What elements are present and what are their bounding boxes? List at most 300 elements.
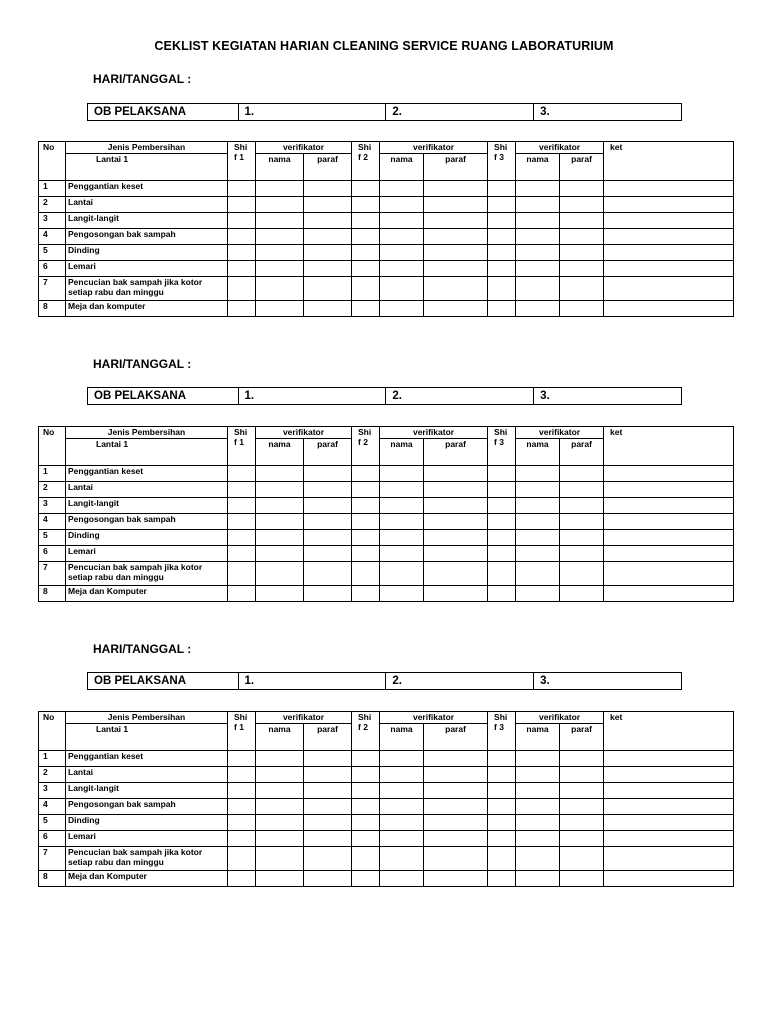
shift2-cell[interactable] [352,847,380,871]
nama-cell[interactable] [516,586,560,602]
paraf-cell[interactable] [304,530,352,546]
shift3-cell[interactable] [488,871,516,887]
paraf-cell[interactable] [560,767,604,783]
ob-pelaksana-slot2[interactable]: 2. [386,673,534,690]
nama-cell[interactable] [516,229,560,245]
nama-cell[interactable] [256,783,304,799]
table-row [39,301,734,317]
paraf-cell[interactable] [560,751,604,767]
ket-cell[interactable] [604,799,734,815]
table-row [39,482,734,498]
nama-cell[interactable] [256,197,304,213]
paraf-cell[interactable] [304,277,352,301]
shift2-cell[interactable] [352,229,380,245]
nama-cell[interactable] [516,498,560,514]
nama-cell[interactable] [380,301,424,317]
shift3-cell[interactable] [488,301,516,317]
nama-cell[interactable] [516,181,560,197]
header-shift2 [352,142,380,181]
shift2-cell[interactable] [352,514,380,530]
paraf-cell[interactable] [424,466,488,482]
paraf-cell[interactable] [304,301,352,317]
nama-cell[interactable] [380,751,424,767]
shift3-cell[interactable] [488,277,516,301]
shift1-cell[interactable] [228,831,256,847]
shift3-cell[interactable] [488,213,516,229]
shift2-cell[interactable] [352,751,380,767]
shift1-cell[interactable] [228,301,256,317]
shift3-cell[interactable] [488,783,516,799]
nama-cell[interactable] [516,197,560,213]
nama-cell[interactable] [516,847,560,871]
nama-cell[interactable] [256,799,304,815]
paraf-cell[interactable] [304,751,352,767]
row-item-text: Lemari [68,261,96,271]
paraf-cell[interactable] [560,546,604,562]
shift3-cell[interactable] [488,847,516,871]
paraf-cell[interactable] [424,245,488,261]
shift2-cell[interactable] [352,498,380,514]
paraf-cell[interactable] [560,482,604,498]
ket-cell[interactable] [604,530,734,546]
shift1-cell[interactable] [228,277,256,301]
shift3-cell[interactable] [488,831,516,847]
shift3-cell[interactable] [488,197,516,213]
ket-cell[interactable] [604,181,734,197]
paraf-cell[interactable] [304,245,352,261]
paraf-cell[interactable] [424,847,488,871]
nama-cell[interactable] [256,751,304,767]
nama-cell[interactable] [256,562,304,586]
paraf-cell[interactable] [560,815,604,831]
nama-cell[interactable] [256,213,304,229]
paraf-cell[interactable] [304,815,352,831]
table-row [39,229,734,245]
row-item-text: Penggantian keset [68,181,144,191]
shift2-cell[interactable] [352,546,380,562]
nama-cell[interactable] [256,871,304,887]
paraf-cell[interactable] [560,562,604,586]
shift1-cell[interactable] [228,181,256,197]
nama-cell[interactable] [256,277,304,301]
shift1-cell[interactable] [228,767,256,783]
paraf-cell[interactable] [560,799,604,815]
nama-cell[interactable] [516,783,560,799]
ket-cell[interactable] [604,229,734,245]
nama-cell[interactable] [380,767,424,783]
header-shift3 [488,712,516,751]
nama-cell[interactable] [380,277,424,301]
paraf-cell[interactable] [304,871,352,887]
row-no: 8 [39,871,66,887]
shift1-cell[interactable] [228,847,256,871]
header-paraf: paraf [304,439,352,466]
nama-cell[interactable] [380,799,424,815]
shift3-cell[interactable] [488,466,516,482]
shift2-cell[interactable] [352,783,380,799]
header-shift1 [228,427,256,466]
ob-pelaksana-slot2[interactable]: 2. [386,388,534,405]
row-item-text: Lantai [68,197,94,207]
shift3-cell[interactable] [488,498,516,514]
shift3-cell[interactable] [488,751,516,767]
row-item [66,831,228,847]
shift2-cell[interactable] [352,562,380,586]
header-no: No [39,712,66,751]
ket-cell[interactable] [604,751,734,767]
ket-cell[interactable] [604,562,734,586]
ob-pelaksana-slot2[interactable]: 2. [386,104,534,121]
paraf-cell[interactable] [304,562,352,586]
row-item [66,277,228,301]
nama-cell[interactable] [516,767,560,783]
nama-cell[interactable] [380,530,424,546]
header-paraf: paraf [560,154,604,181]
shift2-cell[interactable] [352,245,380,261]
nama-cell[interactable] [380,181,424,197]
paraf-cell[interactable] [560,245,604,261]
paraf-cell[interactable] [304,783,352,799]
paraf-cell[interactable] [560,871,604,887]
paraf-cell[interactable] [560,498,604,514]
row-no: 5 [39,530,66,546]
paraf-cell[interactable] [304,482,352,498]
shift1-cell[interactable] [228,751,256,767]
ket-cell[interactable] [604,301,734,317]
shift3-cell[interactable] [488,815,516,831]
paraf-cell[interactable] [304,799,352,815]
header-verifikator: verifikator [516,142,604,154]
shift2-cell[interactable] [352,181,380,197]
paraf-cell[interactable] [424,530,488,546]
paraf-cell[interactable] [560,261,604,277]
shift1-cell[interactable] [228,783,256,799]
shift1-cell[interactable] [228,514,256,530]
nama-cell[interactable] [516,245,560,261]
nama-cell[interactable] [256,229,304,245]
paraf-cell[interactable] [560,277,604,301]
table-row [39,514,734,530]
row-item-text: Pencucian bak sampah jika kotor [68,562,203,572]
paraf-cell[interactable] [560,197,604,213]
paraf-cell[interactable] [560,586,604,602]
ob-pelaksana-slot1[interactable]: 1. [238,673,386,690]
header-shift3 [488,142,516,181]
paraf-cell[interactable] [424,783,488,799]
shift1-cell[interactable] [228,815,256,831]
ket-cell[interactable] [604,261,734,277]
row-item [66,847,228,871]
nama-cell[interactable] [516,799,560,815]
nama-cell[interactable] [380,229,424,245]
paraf-cell[interactable] [424,815,488,831]
ob-pelaksana-slot3[interactable]: 3. [534,673,682,690]
ket-cell[interactable] [604,514,734,530]
ket-cell[interactable] [604,831,734,847]
ket-cell[interactable] [604,871,734,887]
nama-cell[interactable] [380,847,424,871]
nama-cell[interactable] [256,245,304,261]
nama-cell[interactable] [516,751,560,767]
nama-cell[interactable] [516,466,560,482]
ob-pelaksana-slot1[interactable]: 1. [238,388,386,405]
table-row [39,586,734,602]
nama-cell[interactable] [380,546,424,562]
shift2-cell[interactable] [352,586,380,602]
header-no: No [39,427,66,466]
ob-pelaksana-label: OB PELAKSANA [88,104,239,121]
shift3-cell[interactable] [488,261,516,277]
paraf-cell[interactable] [304,261,352,277]
nama-cell[interactable] [380,245,424,261]
shift2-cell[interactable] [352,261,380,277]
header-no: No [39,142,66,181]
ket-cell[interactable] [604,482,734,498]
shift2-cell[interactable] [352,213,380,229]
header-nama: nama [380,439,424,466]
header-shi: Shi [234,712,248,722]
ket-cell[interactable] [604,498,734,514]
ket-cell[interactable] [604,546,734,562]
paraf-cell[interactable] [424,799,488,815]
nama-cell[interactable] [380,562,424,586]
table-row [39,466,734,482]
ket-cell[interactable] [604,847,734,871]
header-paraf: paraf [424,154,488,181]
row-item-text: Langit-langit [68,783,119,793]
nama-cell[interactable] [516,261,560,277]
row-item-text: Pencucian bak sampah jika kotor [68,847,203,857]
paraf-cell[interactable] [304,847,352,871]
paraf-cell[interactable] [424,301,488,317]
nama-cell[interactable] [516,815,560,831]
paraf-cell[interactable] [304,466,352,482]
paraf-cell[interactable] [424,277,488,301]
paraf-cell[interactable] [424,751,488,767]
header-verifikator: verifikator [380,712,488,724]
ket-cell[interactable] [604,277,734,301]
paraf-cell[interactable] [424,482,488,498]
shift1-cell[interactable] [228,799,256,815]
paraf-cell[interactable] [424,586,488,602]
shift3-cell[interactable] [488,586,516,602]
paraf-cell[interactable] [424,498,488,514]
shift1-cell[interactable] [228,546,256,562]
ket-cell[interactable] [604,767,734,783]
shift1-cell[interactable] [228,498,256,514]
nama-cell[interactable] [380,783,424,799]
shift1-cell[interactable] [228,466,256,482]
paraf-cell[interactable] [424,213,488,229]
paraf-cell[interactable] [424,261,488,277]
shift1-cell[interactable] [228,197,256,213]
ket-cell[interactable] [604,197,734,213]
shift1-cell[interactable] [228,213,256,229]
paraf-cell[interactable] [560,466,604,482]
shift1-cell[interactable] [228,245,256,261]
shift1-cell[interactable] [228,482,256,498]
header-shi: Shi [358,427,372,437]
row-no: 8 [39,586,66,602]
nama-cell[interactable] [516,530,560,546]
shift3-cell[interactable] [488,546,516,562]
ob-pelaksana-slot3[interactable]: 3. [534,388,682,405]
paraf-cell[interactable] [560,301,604,317]
paraf-cell[interactable] [304,197,352,213]
paraf-cell[interactable] [560,530,604,546]
shift3-cell[interactable] [488,514,516,530]
header-shift1-num: f 1 [234,437,244,447]
paraf-cell[interactable] [304,546,352,562]
shift1-cell[interactable] [228,530,256,546]
nama-cell[interactable] [256,466,304,482]
paraf-cell[interactable] [304,514,352,530]
shift2-cell[interactable] [352,197,380,213]
ket-cell[interactable] [604,586,734,602]
header-nama: nama [516,439,560,466]
paraf-cell[interactable] [560,847,604,871]
header-shi: Shi [234,142,248,152]
shift3-cell[interactable] [488,799,516,815]
shift1-cell[interactable] [228,871,256,887]
shift1-cell[interactable] [228,586,256,602]
ob-pelaksana-slot3[interactable]: 3. [534,104,682,121]
nama-cell[interactable] [256,261,304,277]
nama-cell[interactable] [256,546,304,562]
paraf-cell[interactable] [304,586,352,602]
table-row [39,751,734,767]
nama-cell[interactable] [380,586,424,602]
shift3-cell[interactable] [488,229,516,245]
paraf-cell[interactable] [424,197,488,213]
nama-cell[interactable] [380,213,424,229]
shift2-cell[interactable] [352,277,380,301]
nama-cell[interactable] [516,871,560,887]
shift3-cell[interactable] [488,181,516,197]
paraf-cell[interactable] [424,871,488,887]
nama-cell[interactable] [256,514,304,530]
row-item-text: Lemari [68,546,96,556]
nama-cell[interactable] [380,514,424,530]
shift3-cell[interactable] [488,562,516,586]
nama-cell[interactable] [380,466,424,482]
nama-cell[interactable] [256,831,304,847]
nama-cell[interactable] [516,301,560,317]
nama-cell[interactable] [380,871,424,887]
paraf-cell[interactable] [304,767,352,783]
paraf-cell[interactable] [424,831,488,847]
nama-cell[interactable] [516,514,560,530]
shift2-cell[interactable] [352,871,380,887]
nama-cell[interactable] [516,546,560,562]
row-item [66,301,228,317]
paraf-cell[interactable] [304,181,352,197]
shift2-cell[interactable] [352,799,380,815]
shift2-cell[interactable] [352,767,380,783]
nama-cell[interactable] [256,767,304,783]
shift2-cell[interactable] [352,831,380,847]
nama-cell[interactable] [256,498,304,514]
table-header-row [39,142,734,154]
paraf-cell[interactable] [560,181,604,197]
paraf-cell[interactable] [560,229,604,245]
nama-cell[interactable] [516,213,560,229]
nama-cell[interactable] [380,482,424,498]
shift3-cell[interactable] [488,530,516,546]
shift2-cell[interactable] [352,482,380,498]
paraf-cell[interactable] [304,831,352,847]
nama-cell[interactable] [380,815,424,831]
shift3-cell[interactable] [488,767,516,783]
nama-cell[interactable] [516,277,560,301]
ket-cell[interactable] [604,815,734,831]
nama-cell[interactable] [516,482,560,498]
header-shift1 [228,142,256,181]
shift1-cell[interactable] [228,261,256,277]
header-nama: nama [380,724,424,751]
shift2-cell[interactable] [352,466,380,482]
paraf-cell[interactable] [560,831,604,847]
ket-cell[interactable] [604,783,734,799]
paraf-cell[interactable] [304,213,352,229]
shift3-cell[interactable] [488,482,516,498]
nama-cell[interactable] [380,498,424,514]
shift1-cell[interactable] [228,229,256,245]
nama-cell[interactable] [516,562,560,586]
shift3-cell[interactable] [488,245,516,261]
ket-cell[interactable] [604,466,734,482]
row-no: 4 [39,514,66,530]
row-no: 8 [39,301,66,317]
ket-cell[interactable] [604,213,734,229]
ob-pelaksana-slot1[interactable]: 1. [238,104,386,121]
nama-cell[interactable] [256,586,304,602]
paraf-cell[interactable] [424,562,488,586]
paraf-cell[interactable] [560,514,604,530]
paraf-cell[interactable] [424,181,488,197]
row-item [66,871,228,887]
nama-cell[interactable] [516,831,560,847]
shift2-cell[interactable] [352,815,380,831]
paraf-cell[interactable] [424,546,488,562]
header-nama: nama [256,439,304,466]
nama-cell[interactable] [256,181,304,197]
row-no: 2 [39,197,66,213]
nama-cell[interactable] [256,815,304,831]
nama-cell[interactable] [256,482,304,498]
paraf-cell[interactable] [424,229,488,245]
header-paraf: paraf [304,724,352,751]
shift2-cell[interactable] [352,530,380,546]
row-no: 3 [39,783,66,799]
paraf-cell[interactable] [424,767,488,783]
paraf-cell[interactable] [560,213,604,229]
paraf-cell[interactable] [304,229,352,245]
ob-pelaksana-label: OB PELAKSANA [88,388,239,405]
nama-cell[interactable] [256,530,304,546]
nama-cell[interactable] [380,261,424,277]
paraf-cell[interactable] [424,514,488,530]
shift2-cell[interactable] [352,301,380,317]
paraf-cell[interactable] [560,783,604,799]
nama-cell[interactable] [256,301,304,317]
nama-cell[interactable] [380,197,424,213]
nama-cell[interactable] [380,831,424,847]
nama-cell[interactable] [256,847,304,871]
ket-cell[interactable] [604,245,734,261]
shift1-cell[interactable] [228,562,256,586]
paraf-cell[interactable] [304,498,352,514]
